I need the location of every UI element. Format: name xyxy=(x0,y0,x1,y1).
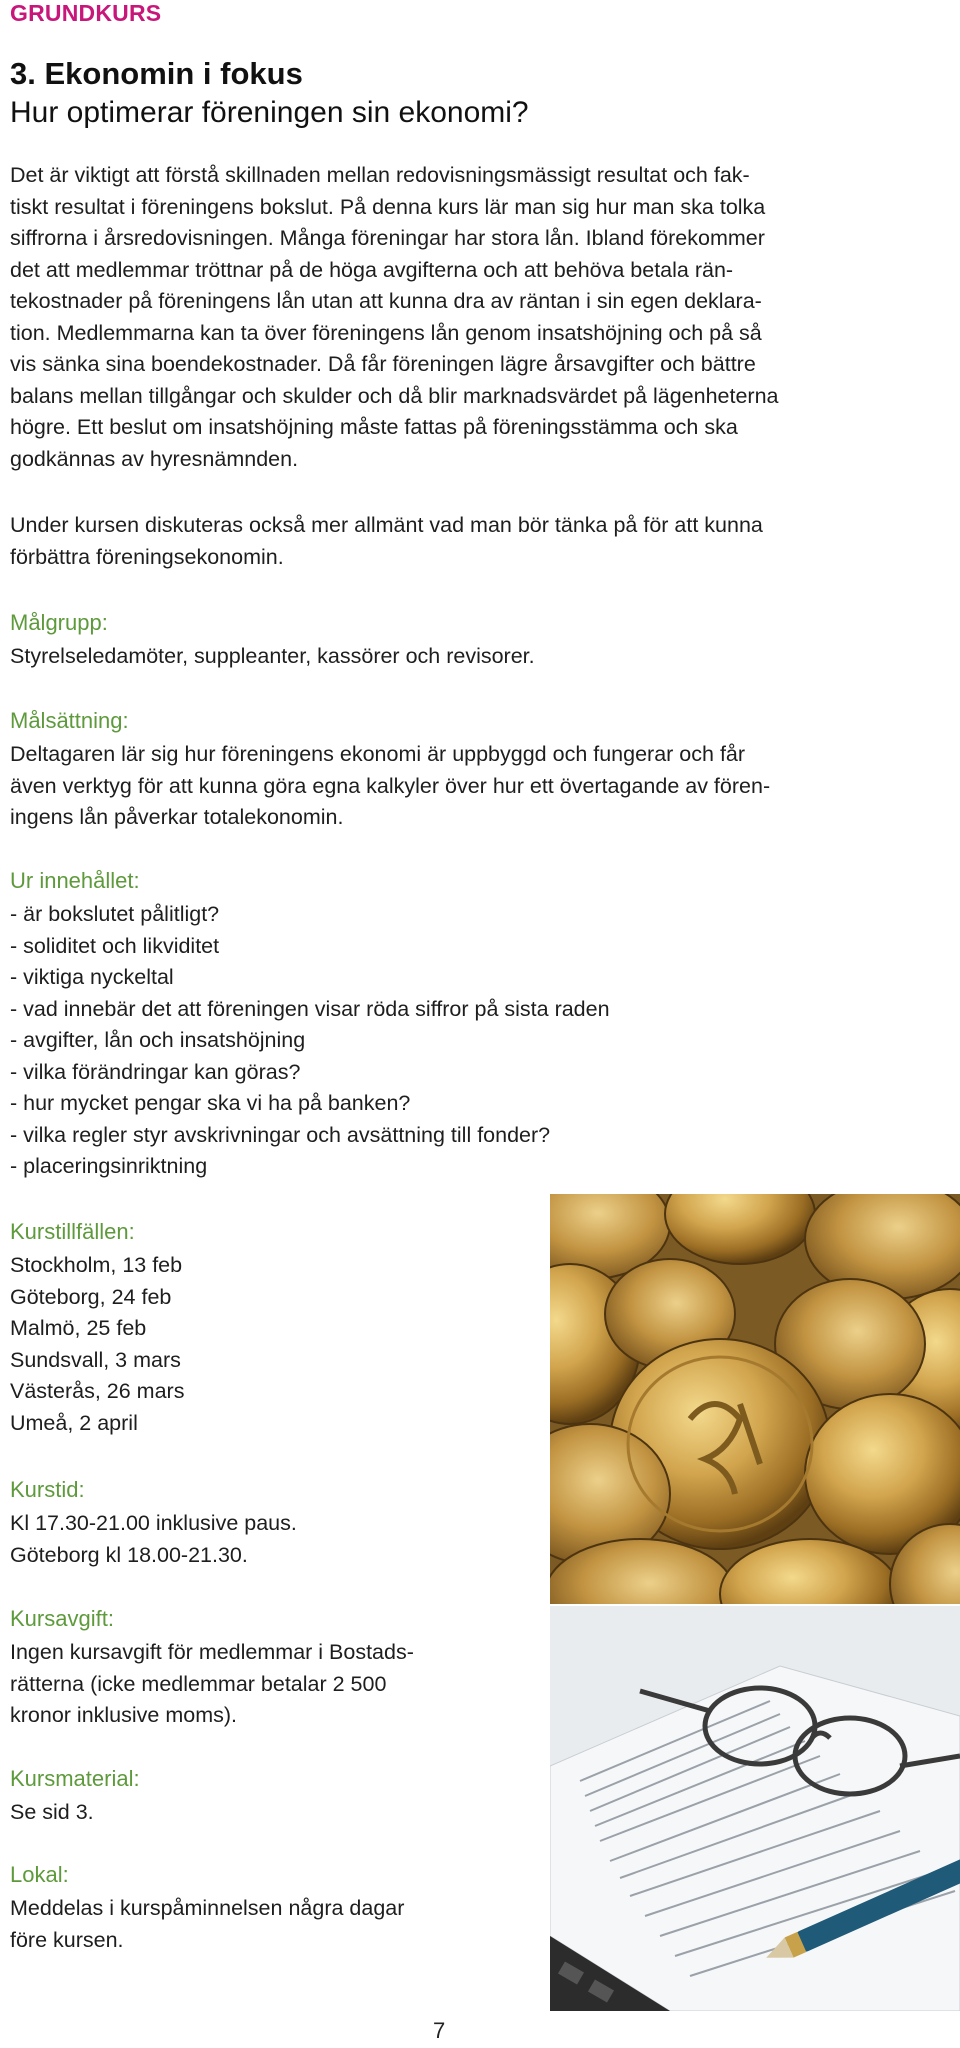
text-line: vis sänka sina boendekostnader. Då får föreningen lägre årsavgifter och bättre xyxy=(10,352,756,376)
kursavgift-heading: Kursavgift: xyxy=(10,1606,114,1631)
list-item: Umeå, 2 april xyxy=(10,1410,138,1435)
kursmaterial-text: Se sid 3. xyxy=(10,1800,94,1824)
text-line: tekostnader på föreningens lån utan att kunna dra av räntan i sin egen deklara- xyxy=(10,289,762,313)
text-line: Meddelas i kurspåminnelsen några dagar xyxy=(10,1896,405,1920)
text-line: Det är viktigt att förstå skillnaden mellan redovisningsmässigt resultat och fak- xyxy=(10,163,750,187)
list-item: Göteborg, 24 feb xyxy=(10,1284,172,1309)
text-line: förbättra föreningsekonomin. xyxy=(10,544,284,569)
page-number: 7 xyxy=(433,2018,446,2043)
lokal-text xyxy=(10,1893,404,1956)
malgrupp-heading: Målgrupp: xyxy=(10,610,108,635)
list-item: Västerås, 26 mars xyxy=(10,1379,185,1403)
kurstid-heading: Kurstid: xyxy=(10,1477,85,1502)
text-line: godkännas av hyresnämnden. xyxy=(10,446,299,471)
kurstid-text xyxy=(10,1508,297,1571)
list-item: - är bokslutet pålitligt? xyxy=(10,902,220,926)
page-subtitle: Hur optimerar föreningen sin ekonomi? xyxy=(10,96,529,129)
list-item: Malmö, 25 feb xyxy=(10,1316,147,1340)
list-item: - soliditet och likviditet xyxy=(10,933,220,958)
text-line: ingens lån påverkar totalekonomin. xyxy=(10,805,344,829)
innehall-list xyxy=(10,899,610,1183)
text-line: även verktyg för att kunna göra egna kalkyler över hur ett övertagande av fören- xyxy=(10,773,771,798)
list-item: Stockholm, 13 feb xyxy=(10,1253,183,1277)
text-line: högre. Ett beslut om insatshöjning måste fattas på föreningsstämma och ska xyxy=(10,415,738,439)
text-line: Ingen kursavgift för medlemmar i Bostads- xyxy=(10,1640,414,1664)
tillfallen-heading: Kurstillfällen: xyxy=(10,1219,135,1244)
list-item: - viktiga nyckeltal xyxy=(10,965,174,989)
text-line: siffrorna i årsredovisningen. Många föreningar har stora lån. Ibland förekommer xyxy=(10,226,765,250)
text-line: Deltagaren lär sig hur föreningens ekonomi är uppbyggd och fungerar och får xyxy=(10,742,746,766)
intro-paragraph-2 xyxy=(10,510,870,573)
text-line: Kl 17.30-21.00 inklusive paus. xyxy=(10,1511,297,1535)
malgrupp-text: Styrelseledamöter, suppleanter, kassörer och revisorer. xyxy=(10,644,535,668)
list-item: - placeringsinriktning xyxy=(10,1154,208,1178)
text-line: Göteborg kl 18.00-21.30. xyxy=(10,1542,248,1567)
malsattning-heading: Målsättning: xyxy=(10,708,129,733)
kursavgift-text xyxy=(10,1637,414,1732)
coins-photo xyxy=(550,1194,960,1604)
innehall-heading: Ur innehållet: xyxy=(10,868,140,893)
text-line: rätterna (icke medlemmar betalar 2 500 xyxy=(10,1671,387,1696)
newspaper-glasses-photo xyxy=(550,1606,960,2011)
text-line: det att medlemmar tröttnar på de höga avgifterna och att behöva betala rän- xyxy=(10,257,734,282)
list-item: - avgifter, lån och insatshöjning xyxy=(10,1028,306,1052)
list-item: - vilka regler styr avskrivningar och avsättning till fonder? xyxy=(10,1122,551,1147)
text-line: balans mellan tillgångar och skulder och då blir marknadsvärdet på lägenheterna xyxy=(10,383,779,408)
kursmaterial-heading: Kursmaterial: xyxy=(10,1766,140,1791)
list-item: - vad innebär det att föreningen visar röda siffror på sista raden xyxy=(10,996,610,1021)
text-line: tion. Medlemmarna kan ta över föreningens lån genom insatshöjning och på så xyxy=(10,320,762,345)
intro-paragraph xyxy=(10,160,870,475)
list-item: - hur mycket pengar ska vi ha på banken? xyxy=(10,1091,411,1115)
list-item: - vilka förändringar kan göras? xyxy=(10,1059,301,1084)
tillfallen-list xyxy=(10,1250,184,1439)
list-item: Sundsvall, 3 mars xyxy=(10,1347,181,1372)
page-title: 3. Ekonomin i fokus xyxy=(10,56,303,91)
lokal-heading: Lokal: xyxy=(10,1862,69,1887)
text-line: tiskt resultat i föreningens bokslut. På denna kurs lär man sig hur man ska tolka xyxy=(10,194,766,219)
text-line: kronor inklusive moms). xyxy=(10,1703,237,1727)
section-kicker: GRUNDKURS xyxy=(10,0,162,26)
text-line: före kursen. xyxy=(10,1927,124,1952)
malsattning-text xyxy=(10,739,770,834)
text-line: Under kursen diskuteras också mer allmänt vad man bör tänka på för att kunna xyxy=(10,513,763,537)
